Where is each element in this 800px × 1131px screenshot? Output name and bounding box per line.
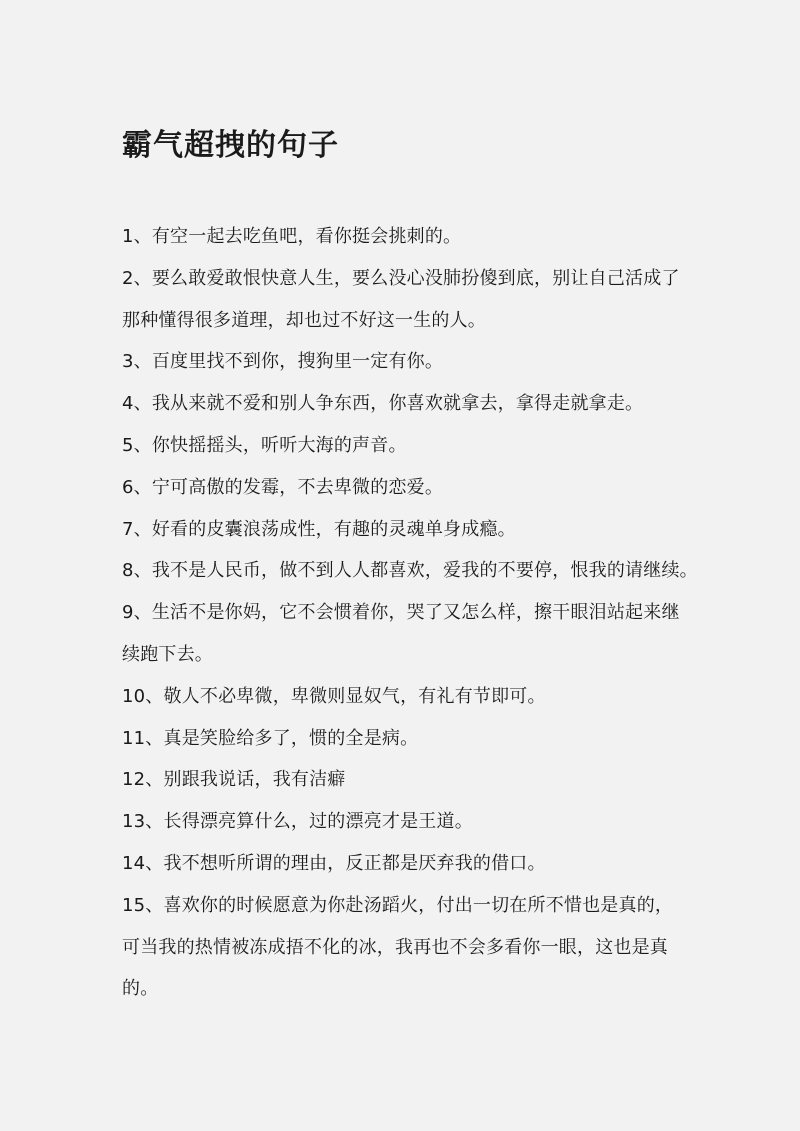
list-item	[122, 843, 702, 885]
sentence-line: 12、别跟我说话，我有洁癖	[122, 769, 346, 791]
sentence-line: 4、我从来就不爱和别人争东西，你喜欢就拿去，拿得走就拿走。	[122, 393, 644, 415]
sentence-line: 那种懂得很多道理，却也过不好这一生的人。	[122, 309, 486, 331]
sentence-line: 13、长得漂亮算什么，过的漂亮才是王道。	[122, 811, 473, 833]
sentence-line: 3、百度里找不到你，搜狗里一定有你。	[122, 351, 444, 373]
sentence-line: 15、喜欢你的时候愿意为你赴汤蹈火，付出一切在所不惜也是真的，	[122, 894, 674, 916]
sentence-line: 2、要么敢爱敢恨快意人生，要么没心没肺扮傻到底，别让自己活成了	[122, 267, 680, 289]
sentence-line: 8、我不是人民币，做不到人人都喜欢，爱我的不要停，恨我的请继续。	[122, 560, 698, 582]
sentence-line: 7、好看的皮囊浪荡成性，有趣的灵魂单身成瘾。	[122, 518, 516, 540]
list-item	[122, 759, 702, 801]
sentence-line: 5、你快摇摇头，听听大海的声音。	[122, 434, 407, 456]
sentence-line: 1、有空一起去吃鱼吧，看你挺会挑刺的。	[122, 226, 462, 247]
list-item	[122, 550, 702, 592]
page-title: 霸气超拽的句子	[122, 128, 339, 163]
list-item	[122, 509, 702, 551]
list-item	[122, 718, 702, 760]
sentence-line: 14、我不想听所谓的理由，反正都是厌弃我的借口。	[122, 852, 546, 874]
sentence-line: 11、真是笑脸给多了，惯的全是病。	[122, 727, 419, 749]
sentence-list	[122, 216, 702, 1010]
list-item	[122, 592, 702, 676]
list-item	[122, 258, 702, 342]
sentence-line: 6、宁可高傲的发霉，不去卑微的恋爱。	[122, 476, 444, 498]
list-item	[122, 467, 702, 509]
sentence-line: 9、生活不是你妈，它不会惯着你，哭了又怎么样，擦干眼泪站起来继	[122, 602, 680, 624]
list-item	[122, 676, 702, 718]
list-item	[122, 801, 702, 843]
list-item	[122, 216, 702, 258]
list-item	[122, 383, 702, 425]
list-item	[122, 341, 702, 383]
sentence-line: 的。	[122, 978, 159, 1000]
sentence-line: 可当我的热情被冻成捂不化的冰，我再也不会多看你一眼，这也是真	[122, 936, 668, 958]
list-item	[122, 425, 702, 467]
sentence-line: 续跑下去。	[122, 643, 213, 665]
list-item	[122, 885, 702, 1010]
sentence-line: 10、敬人不必卑微，卑微则显奴气，有礼有节即可。	[122, 685, 546, 707]
